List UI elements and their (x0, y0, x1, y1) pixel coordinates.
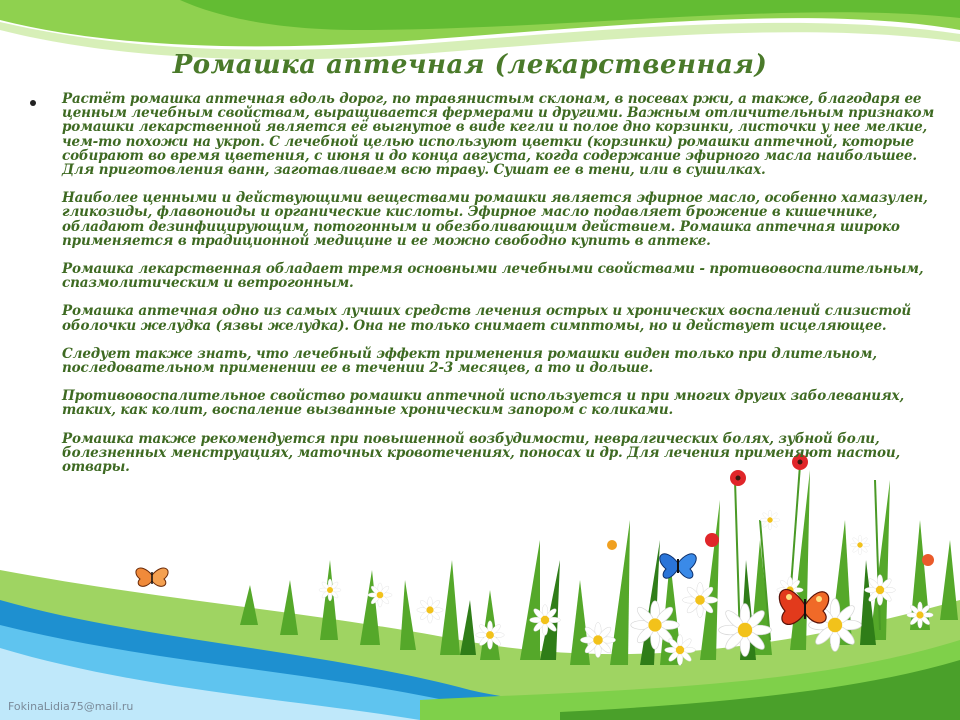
paragraph: Следует также знать, что лечебный эффект применения ромашки виден только при длительном, последовательном применении ее в течении 2-3 месяцев, а то и дольше. (62, 345, 877, 377)
daisy-icon (476, 621, 505, 650)
slide-title: Ромашка аптечная (лекарственная) (172, 50, 768, 80)
daisy-icon (368, 583, 392, 607)
paragraph: Ромашка аптечная одно из самых лучших средств лечения острых и хронических воспалений слизистой оболочки желудка (язвы желудка). Она не только снимает симптомы, но и действует исцеляющее. (62, 303, 912, 334)
daisy-icon (719, 604, 772, 657)
paragraph: Противовоспалительное свойство ромашки аптечной используется и при многих других заболеваниях, таких, как колит, воспаление вызванные хроническим запором с коликами. (62, 388, 905, 419)
paragraph: Наиболее ценными и действующими веществами ромашки является эфирное масло, особенно хамазулен, гликозиды, флавоноиды и органические кислоты. Эфирное масло подавляет брожение в кишечнике, обладают дезинфицирующим, потогонным и обезболивающим действием. Ромашка аптечная широко применяется в традиционной медицине и ее можно свободно купить в аптеке. (62, 190, 928, 249)
butterfly-orange-icon (136, 568, 168, 586)
paragraph: Растёт ромашка аптечная вдоль дорог, по травянистым склонам, в посевах ржи, а также, благодаря ее ценным лечебным свойствам, выращивается фермерами и другими. Важным отличительным признаком ромашки лекарственной является её выгнутое в виде кегли и полое дно корзинки, листочки у нее мелкие, чем-то похожи на укроп. С лечебной целью используют цветки (корзинки) ромашки аптечной, которые собирают во время цветения, с июня и до конца августа, когда содержание эфирного масла наибольшее. Для приготовления ванн, заготавливаем всю траву. Сушат ее в тени, или в сушилках. (62, 91, 935, 179)
daisy-icon (850, 535, 870, 555)
daisy-icon (580, 622, 615, 657)
daisy-icon (682, 582, 717, 617)
watermark: FokinaLidia75@mail.ru (8, 700, 134, 713)
daisy-icon (865, 575, 896, 606)
poppy-icon (607, 540, 617, 550)
poppy-icon (922, 554, 934, 566)
daisy-icon (907, 602, 933, 628)
daisy-icon (319, 579, 341, 601)
daisy-icon (665, 635, 696, 666)
daisy-icon (530, 605, 561, 636)
paragraph: Ромашка лекарственная обладает тремя основными лечебными свойствами - противовоспалительным, спазмолитическим и ветрогонным. (62, 261, 924, 292)
paragraph: Ромашка также рекомендуется при повышенной возбудимости, невралгических болях, зубной боли, болезненных менструациях, маточных кровотечениях, поносах и др. Для лечения применяют настои, отвары. (62, 430, 901, 476)
bullet-icon (30, 100, 36, 106)
slide-body (62, 92, 942, 488)
butterfly-red-icon (779, 589, 828, 624)
butterfly-blue-icon (660, 554, 696, 578)
poppy-icon (705, 533, 719, 547)
daisy-icon (417, 597, 443, 623)
daisy-icon (760, 510, 780, 530)
